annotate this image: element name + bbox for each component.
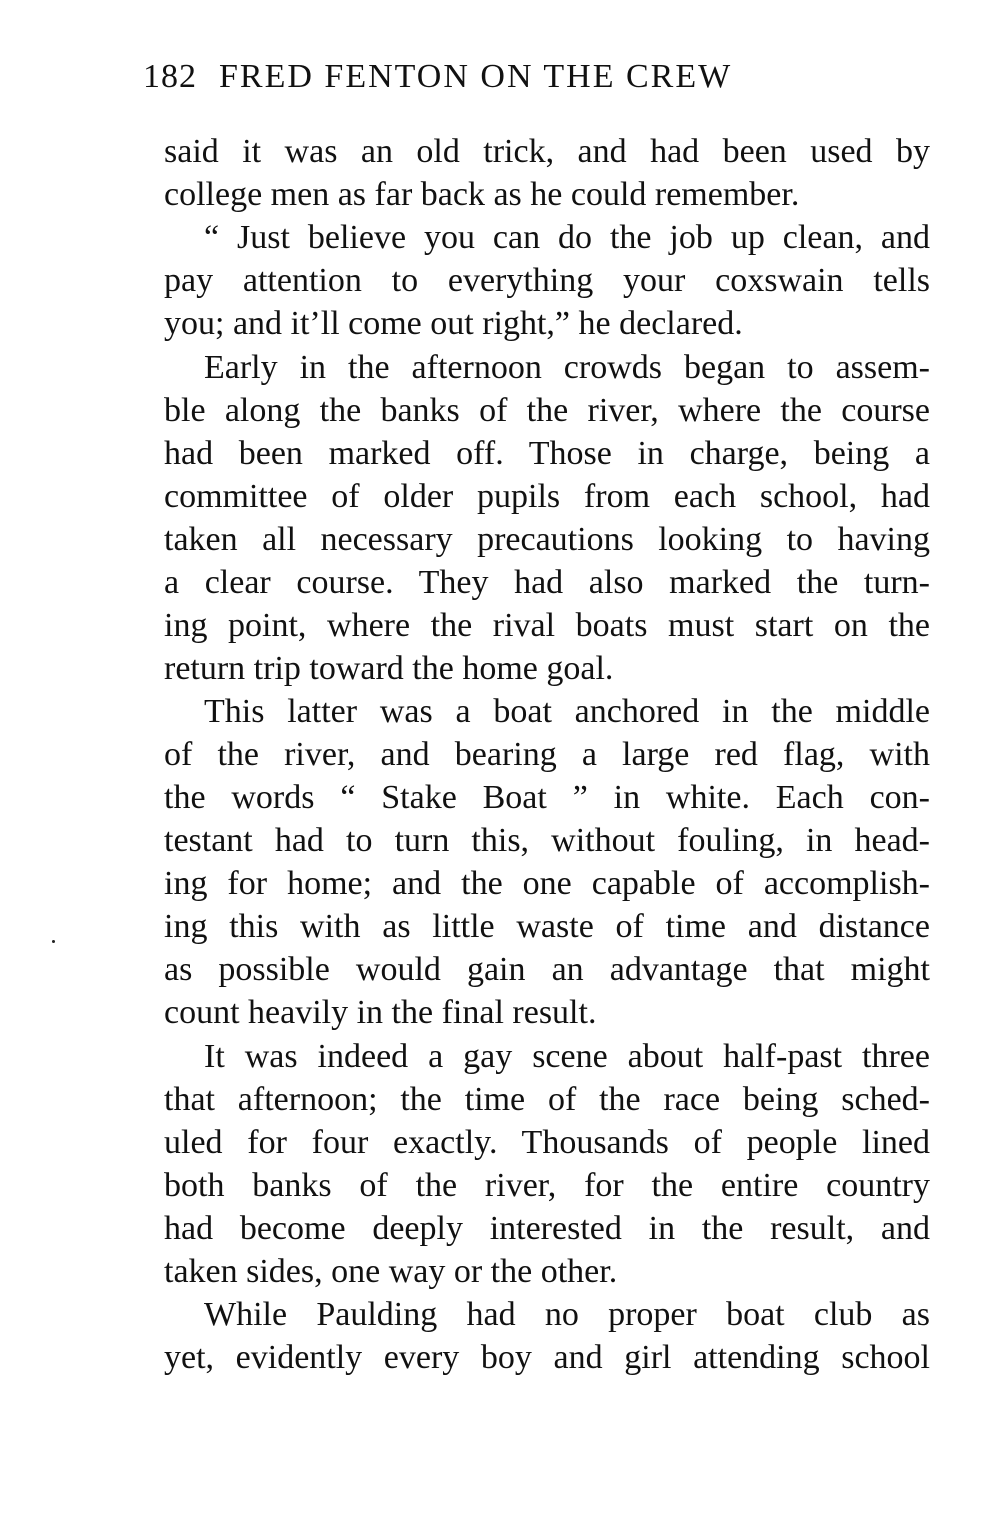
text-line: uled for four exactly. Thousands of people lined	[164, 1124, 930, 1161]
text-line: ing point, where the rival boats must start on the	[164, 607, 930, 644]
text-line: “ Just believe you can do the job up clean, and	[204, 219, 930, 256]
text-line: the words “ Stake Boat ” in white. Each con-	[164, 779, 930, 816]
text-line: that afternoon; the time of the race being sched-	[164, 1081, 930, 1118]
text-line: return trip toward the home goal.	[164, 650, 614, 687]
text-line: had been marked off. Those in charge, being a	[164, 435, 930, 472]
text-line: pay attention to everything your coxswain tells	[164, 262, 930, 299]
text-line: ble along the banks of the river, where the course	[164, 392, 930, 429]
text-line: a clear course. They had also marked the turn-	[164, 564, 930, 601]
text-line: ing for home; and the one capable of accomplish-	[164, 865, 930, 902]
text-line: committee of older pupils from each school, had	[164, 478, 930, 515]
text-line: you; and it’ll come out right,” he declared.	[164, 305, 743, 342]
text-line: college men as far back as he could remember.	[164, 176, 800, 213]
running-title: FRED FENTON ON THE CREW	[219, 58, 733, 95]
scan-speck	[52, 940, 55, 943]
text-line: ing this with as little waste of time and distance	[164, 908, 930, 945]
text-line: count heavily in the final result.	[164, 994, 597, 1031]
text-line: Early in the afternoon crowds began to assem-	[204, 349, 930, 386]
text-line: both banks of the river, for the entire country	[164, 1167, 930, 1204]
text-line: said it was an old trick, and had been used by	[164, 133, 930, 170]
text-line: testant had to turn this, without fouling, in head-	[164, 822, 930, 859]
text-line: While Paulding had no proper boat club as	[204, 1296, 930, 1333]
text-line: taken all necessary precautions looking to having	[164, 521, 930, 558]
text-line: yet, evidently every boy and girl attending school	[164, 1339, 930, 1376]
text-line: taken sides, one way or the other.	[164, 1253, 618, 1290]
running-head	[143, 58, 863, 104]
text-line: of the river, and bearing a large red flag, with	[164, 736, 930, 773]
text-line: as possible would gain an advantage that might	[164, 951, 930, 988]
text-line: This latter was a boat anchored in the middle	[204, 693, 930, 730]
page-number: 182	[143, 58, 197, 95]
text-line: had become deeply interested in the result, and	[164, 1210, 930, 1247]
text-line: It was indeed a gay scene about half-past three	[204, 1038, 930, 1075]
